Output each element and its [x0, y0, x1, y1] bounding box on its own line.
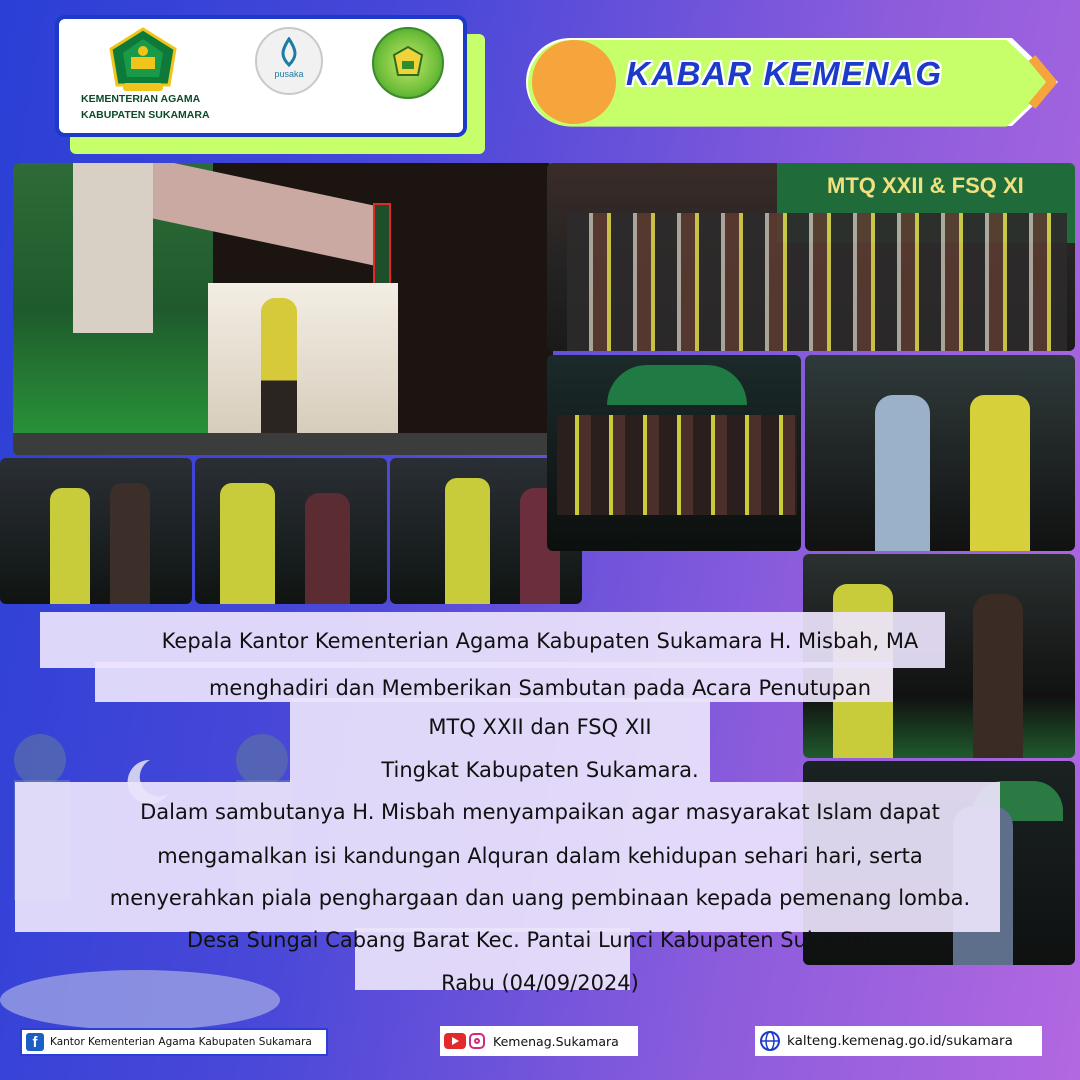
building-window	[73, 163, 153, 333]
photo-award-1	[0, 458, 192, 604]
person-hijab	[305, 493, 350, 604]
banner-title: KABAR KEMENAG	[626, 55, 943, 92]
photo-group	[547, 163, 1075, 351]
org-name-line1: KEMENTERIAN AGAMA	[81, 93, 201, 105]
person-hijab	[875, 395, 930, 551]
footer-social[interactable]	[440, 1026, 638, 1056]
pusaka-logo-label: pusaka	[274, 69, 304, 79]
water-drop-icon	[277, 37, 301, 67]
footer-facebook[interactable]	[20, 1028, 328, 1056]
social-handle: Kemenag.Sukamara	[493, 1033, 619, 1049]
body-line-1: Kepala Kantor Kementerian Agama Kabupaten Sukamara H. Misbah, MA	[161, 629, 919, 653]
body-line-6: mengamalkan isi kandungan Alquran dalam kehidupan sehari hari, serta	[157, 844, 923, 868]
photo-speech	[13, 163, 553, 455]
photo-award-4	[805, 355, 1075, 551]
org-name	[81, 91, 210, 123]
facebook-page-name: Kantor Kementerian Agama Kabupaten Sukamara	[50, 1036, 312, 1048]
body-line-2: menghadiri dan Memberikan Sambutan pada Acara Penutupan	[208, 676, 872, 700]
group-people	[567, 213, 1067, 351]
body-line-4: Tingkat Kabupaten Sukamara.	[381, 758, 699, 782]
winners-row	[557, 415, 797, 515]
body-line-3: MTQ XXII dan FSQ XII	[428, 715, 652, 739]
gazebo-roof	[607, 365, 747, 405]
youtube-icon	[444, 1033, 466, 1049]
backdrop-text: MTQ XXII & FSQ XI	[827, 173, 1024, 198]
person-yellow	[50, 488, 90, 604]
website-url: kalteng.kemenag.go.id/sukamara	[787, 1033, 1013, 1049]
person-yellow	[220, 483, 275, 604]
speaker-figure	[261, 298, 297, 448]
sukamara-regency-logo	[372, 27, 444, 99]
person-yellow	[445, 478, 490, 604]
person-yellow	[970, 395, 1030, 551]
footer-website[interactable]	[755, 1026, 1042, 1056]
ground	[13, 433, 553, 455]
facebook-icon: f	[26, 1033, 44, 1051]
org-name-line2: KABUPATEN SUKAMARA	[81, 109, 210, 121]
photo-winners	[547, 355, 801, 551]
regency-crest-icon	[388, 43, 428, 83]
body-line-7: menyerahkan piala penghargaan dan uang pembinaan kepada pemenang lomba.	[109, 886, 971, 910]
photo-award-2	[195, 458, 387, 604]
logo-card	[55, 15, 467, 137]
globe-icon	[759, 1030, 781, 1052]
stage-arches	[208, 283, 398, 433]
body-line-9: Rabu (04/09/2024)	[441, 971, 639, 995]
person-dark	[110, 483, 150, 604]
body-line-8: Desa Sungai Cabang Barat Kec. Pantai Lunci Kabupaten Sukamara,	[186, 928, 894, 952]
pusaka-logo	[255, 27, 323, 95]
kemenag-emblem-logo	[107, 27, 179, 99]
body-line-5: Dalam sambutanya H. Misbah menyampaikan agar masyarakat Islam dapat	[140, 800, 940, 824]
instagram-icon	[469, 1033, 485, 1049]
